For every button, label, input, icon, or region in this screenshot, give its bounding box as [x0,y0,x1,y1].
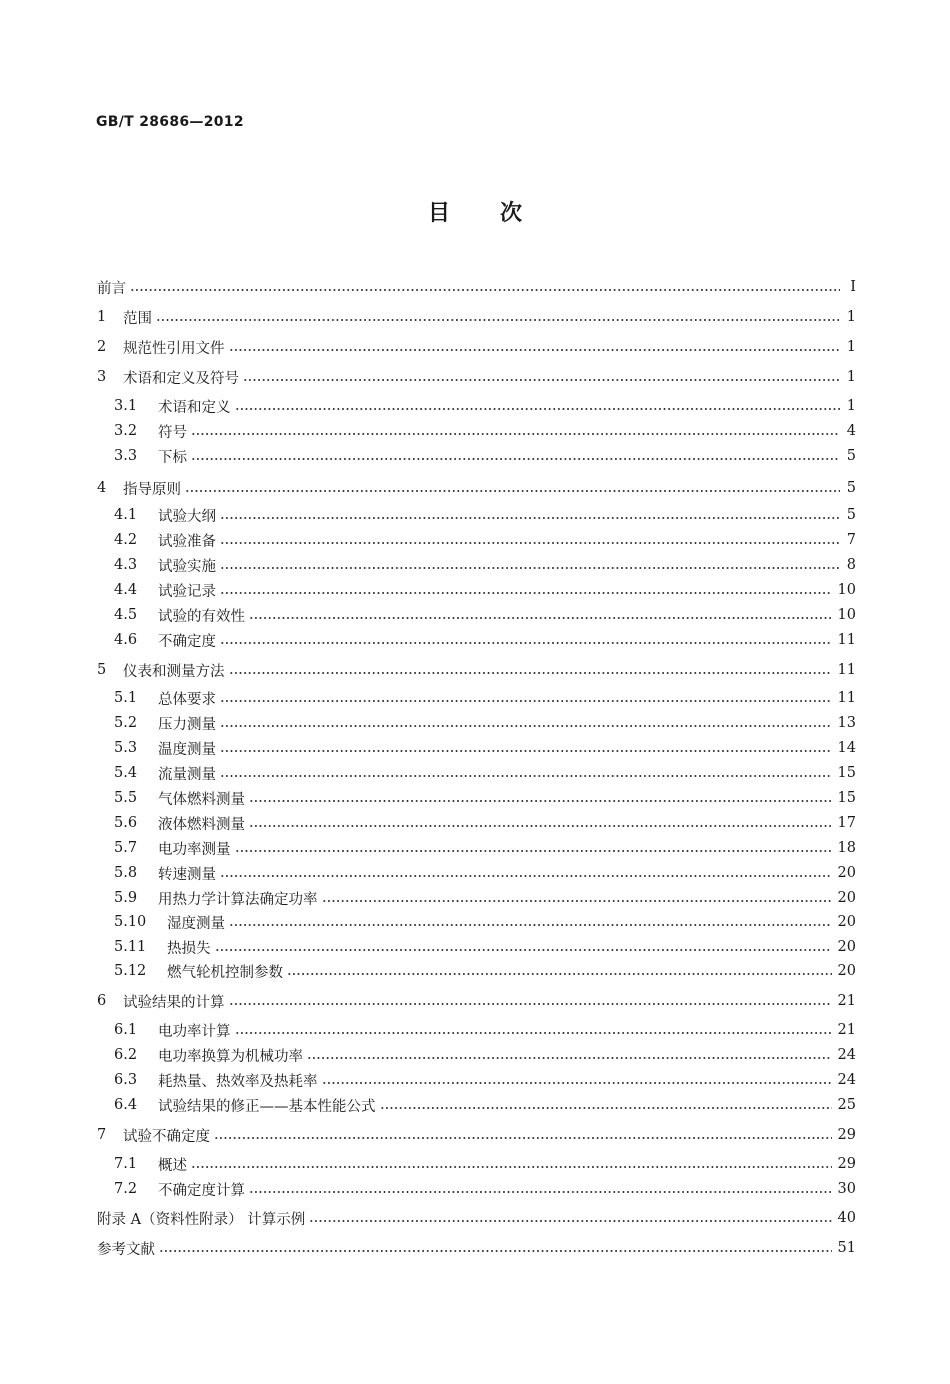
dot-leader [220,700,832,702]
dot-leader [220,750,832,752]
toc-entry-page: 25 [837,1097,856,1113]
toc-entry-title: 不确定度计算 [158,1182,245,1199]
toc-entry-title: 热损失 [167,940,211,957]
toc-entry-number: 5.6 [114,815,138,831]
toc-entry-title: 电功率计算 [158,1023,231,1040]
toc-entry[interactable] [114,838,856,858]
toc-entry[interactable] [114,530,856,550]
toc-entry[interactable] [114,713,856,733]
dot-leader [191,458,840,460]
toc-entry[interactable] [97,478,856,498]
dot-leader [235,850,832,852]
toc-entry[interactable] [114,1045,856,1065]
dot-leader [220,642,832,644]
toc-entry-number: 4.3 [114,557,138,573]
toc-entry-title: 试验结果的修正——基本性能公式 [158,1098,376,1115]
toc-entry-title: 试验的有效性 [158,608,245,625]
toc-entry[interactable] [97,367,856,387]
toc-entry[interactable] [114,1070,856,1090]
toc-entry-page: 29 [837,1156,856,1172]
dot-leader [249,825,832,827]
toc-entry-title: 下标 [158,449,187,466]
toc-entry-page: 15 [837,765,856,781]
toc-entry-page: I [850,279,856,295]
dot-leader [156,319,840,321]
dot-leader [243,379,840,381]
toc-entry[interactable] [114,888,856,908]
toc-entry-title: 不确定度 [158,633,216,650]
dot-leader [249,1191,832,1193]
toc-entry-page: 8 [846,557,856,573]
toc-entry-number: 5.10 [114,914,147,930]
toc-entry-title: 前言 [97,280,126,297]
toc-entry-page: 24 [837,1047,856,1063]
toc-entry[interactable] [114,738,856,758]
toc-entry[interactable] [114,788,856,808]
toc-entry[interactable] [114,863,856,883]
toc-entry-title: 概述 [158,1157,187,1174]
toc-entry[interactable] [114,630,856,650]
toc-entry-number: 3.2 [114,423,138,439]
toc-entry-title: 用热力学计算法确定功率 [158,891,318,908]
toc-entry-page: 20 [837,914,856,930]
toc-entry-title: 液体燃料测量 [158,816,245,833]
toc-entry-title: 范围 [123,310,152,327]
toc-entry-page: 29 [837,1127,856,1143]
toc-entry-number: 2 [97,339,107,355]
standard-number: GB/T 28686—2012 [96,114,244,130]
dot-leader [185,490,840,492]
toc-entry-number: 6 [97,993,107,1009]
toc-entry-page: 5 [846,507,856,523]
toc-entry-page: 17 [837,815,856,831]
dot-leader [380,1107,832,1109]
toc-entry-number: 4.4 [114,582,138,598]
toc-entry-number: 5.9 [114,890,138,906]
toc-entry-title: 指导原则 [123,481,181,498]
dot-leader [215,949,832,951]
toc-entry-title: 总体要求 [158,691,216,708]
toc-entry-number: 6.1 [114,1022,138,1038]
toc-entry[interactable] [114,813,856,833]
toc-entry-title: 仪表和测量方法 [123,663,225,680]
toc-entry-page: 5 [846,448,856,464]
toc-entry-title: 术语和定义 [158,399,231,416]
toc-entry-page: 1 [846,339,856,355]
toc-entry-number: 5.2 [114,715,138,731]
toc-entry[interactable] [114,912,856,932]
toc-entry-number: 1 [97,309,107,325]
dot-leader [220,592,832,594]
toc-entry-title: 规范性引用文件 [123,340,225,357]
dot-leader [249,617,832,619]
toc-entry[interactable] [114,961,856,981]
dot-leader [249,800,832,802]
toc-entry[interactable] [114,1179,856,1199]
toc-entry[interactable] [114,763,856,783]
dot-leader [220,725,832,727]
toc-entry-title: 转速测量 [158,866,216,883]
toc-entry-title: 术语和定义及符号 [123,370,239,387]
toc-entry-page: 7 [846,532,856,548]
dot-leader [229,924,832,926]
dot-leader [191,433,840,435]
dot-leader [220,542,840,544]
toc-entry[interactable] [114,421,856,441]
toc-entry[interactable] [114,396,856,416]
toc-entry-page: 20 [837,865,856,881]
toc-entry[interactable] [114,605,856,625]
toc-entry[interactable] [97,277,856,297]
toc-entry-number: 5.4 [114,765,138,781]
toc-entry[interactable] [114,1095,856,1115]
toc-entry-page: 10 [837,607,856,623]
toc-entry-number: 3.3 [114,448,138,464]
toc-entry-page: 1 [846,309,856,325]
toc-entry-page: 5 [846,480,856,496]
toc-entry[interactable] [114,937,856,957]
toc-entry-page: 51 [837,1240,856,1256]
toc-entry-page: 21 [837,993,856,1009]
toc-entry-title: 压力测量 [158,716,216,733]
toc-entry-page: 20 [837,890,856,906]
toc-entry-page: 1 [846,398,856,414]
toc-entry-title: 温度测量 [158,741,216,758]
title-char-2: 次 [500,201,523,226]
toc-entry-title: 试验不确定度 [123,1128,210,1145]
dot-leader [220,875,832,877]
toc-entry-page: 11 [837,690,856,706]
toc-entry-number: 5.7 [114,840,138,856]
dot-leader [229,349,841,351]
toc-entry-title: 湿度测量 [167,915,225,932]
dot-leader [309,1220,831,1222]
toc-entry-page: 10 [837,582,856,598]
toc-entry-page: 1 [846,369,856,385]
toc-entry-title: 试验大纲 [158,508,216,525]
toc-entry-page: 4 [846,423,856,439]
dot-leader [220,567,840,569]
toc-entry[interactable] [97,991,856,1011]
toc-entry-page: 13 [837,715,856,731]
toc-entry-title: 试验结果的计算 [123,994,225,1011]
toc-entry-page: 15 [837,790,856,806]
toc-entry-number: 5.12 [114,963,147,979]
toc-entry-number: 5.5 [114,790,138,806]
toc-entry[interactable] [97,660,856,680]
dot-leader [229,672,832,674]
dot-leader [191,1166,832,1168]
toc-entry[interactable] [114,1154,856,1174]
toc-entry-title: 试验记录 [158,583,216,600]
toc-entry-page: 30 [837,1181,856,1197]
toc-entry-number: 5.8 [114,865,138,881]
dot-leader [322,1082,832,1084]
toc-entry[interactable] [114,505,856,525]
toc-entry-number: 6.3 [114,1072,138,1088]
toc-entry-number: 3 [97,369,107,385]
toc-entry[interactable] [114,1020,856,1040]
toc-entry[interactable] [114,555,856,575]
dot-leader [322,900,832,902]
toc-entry-title: 试验准备 [158,533,216,550]
toc-entry-page: 20 [837,963,856,979]
toc-entry[interactable] [97,1208,856,1228]
toc-entry[interactable] [97,1125,856,1145]
title-char-1: 目 [427,201,450,226]
toc-entry-title: 参考文献 [97,1241,155,1258]
dot-leader [235,1032,832,1034]
dot-leader [287,973,832,975]
dot-leader [235,408,841,410]
toc-entry-page: 11 [837,632,856,648]
toc-entry-number: 7.2 [114,1181,138,1197]
toc-entry-number: 6.2 [114,1047,138,1063]
toc-entry-page: 20 [837,939,856,955]
toc-entry-page: 24 [837,1072,856,1088]
toc-entry[interactable] [114,580,856,600]
toc-entry-number: 4.6 [114,632,138,648]
dot-leader [220,775,832,777]
toc-entry-title: 电功率测量 [158,841,231,858]
toc-entry-number: 7.1 [114,1156,138,1172]
dot-leader [229,1003,832,1005]
toc-entry-number: 6.4 [114,1097,138,1113]
dot-leader [159,1250,832,1252]
dot-leader [130,289,840,291]
toc-entry-page: 21 [837,1022,856,1038]
toc-entry-page: 18 [837,840,856,856]
toc-entry[interactable] [114,688,856,708]
toc-entry-number: 5.1 [114,690,138,706]
toc-entry-title: 燃气轮机控制参数 [167,964,283,981]
dot-leader [220,517,840,519]
toc-entry-title: 附录 A（资料性附录） 计算示例 [97,1211,306,1228]
toc-entry-number: 5.11 [114,939,147,955]
toc-entry-page: 14 [837,740,856,756]
toc-entry-title: 符号 [158,424,187,441]
toc-entry-number: 5 [97,662,107,678]
toc-entry-title: 耗热量、热效率及热耗率 [158,1073,318,1090]
toc-entry-page: 11 [837,662,856,678]
toc-entry[interactable] [97,1238,856,1258]
toc-entry-number: 4.5 [114,607,138,623]
toc-entry-title: 气体燃料测量 [158,791,245,808]
toc-entry[interactable] [97,337,856,357]
toc-entry-number: 3.1 [114,398,138,414]
toc-entry[interactable] [114,446,856,466]
dot-leader [214,1137,832,1139]
toc-entry[interactable] [97,307,856,327]
toc-entry-title: 流量测量 [158,766,216,783]
toc-entry-number: 4 [97,480,107,496]
toc-entry-title: 电功率换算为机械功率 [158,1048,303,1065]
toc-entry-page: 40 [837,1210,856,1226]
toc-entry-number: 4.1 [114,507,138,523]
toc-entry-number: 4.2 [114,532,138,548]
toc-entry-number: 7 [97,1127,107,1143]
toc-entry-title: 试验实施 [158,558,216,575]
dot-leader [307,1057,832,1059]
toc-entry-number: 5.3 [114,740,138,756]
